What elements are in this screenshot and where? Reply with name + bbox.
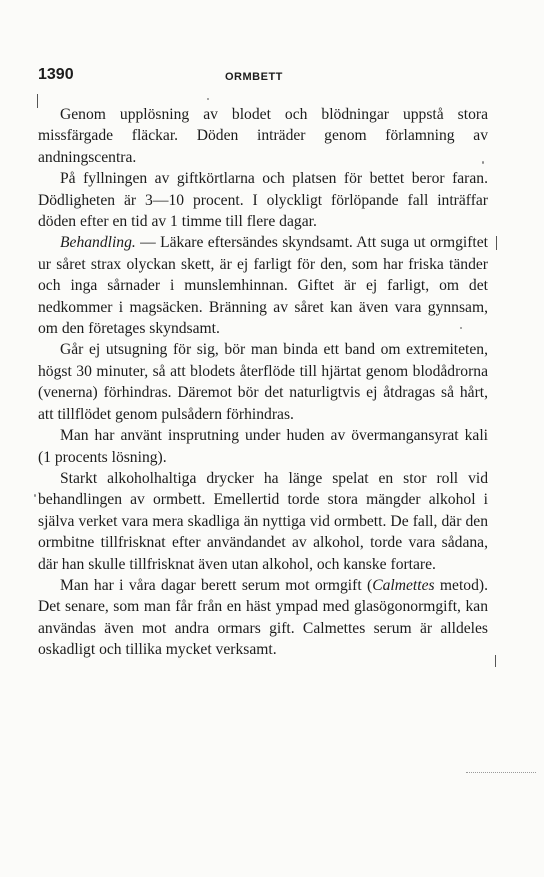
scan-speck	[207, 98, 209, 100]
paragraph: Genom upplösning av blodet och blödningar uppstå stora missfärgade fläckar. Döden inträder genom förlamning av andningscentra.	[38, 106, 488, 166]
scan-dots	[466, 772, 536, 773]
paragraph: Går ej utsugning för sig, bör man binda ett band om extremiteten, högst 30 minuter, så att blodets återflöde till hjärtat genom blodådrorna (venerna) förhindras. Däremot bör det naturligtvis ej åtdragas så hårt, att tillflödet genom pulsådern förhindras.	[38, 341, 488, 423]
body-text	[38, 104, 488, 661]
scan-mark	[496, 236, 497, 250]
section-heading: Behandling.	[60, 234, 136, 252]
paragraph	[38, 575, 488, 661]
running-head: ORMBETT	[225, 71, 283, 83]
scan-speck	[460, 327, 462, 329]
paragraph-text: Man har i våra dagar berett serum mot ormgift (	[60, 576, 373, 594]
scan-mark	[37, 94, 38, 108]
scan-speck	[34, 494, 36, 497]
page-header	[38, 66, 508, 88]
paragraph: Man har använt insprutning under huden av övermangansyrat kali (1 procents lösning).	[38, 427, 488, 466]
paragraph-text: — Läkare eftersändes skyndsamt. Att suga ut ormgiftet ur såret strax olyckan skett, är ej farligt för den, som har friska tänder och inga sårnader i munslemhinnan. Giftet är ej farligt, om det nedkommer i magsäcken. Bränning av såret kan även vara gynnsam, om den företages skyndsamt.	[38, 234, 488, 338]
paragraph	[38, 232, 488, 339]
paragraph: På fyllningen av giftkörtlarna och platsen för bettet beror faran. Dödligheten är 3—10 procent. I olyckligt förlöpande fall inträffar döden efter en tid av 1 timme till flere dagar.	[38, 170, 488, 231]
paragraph: Starkt alkoholhaltiga drycker ha länge spelat en stor roll vid behandlingen av ormbett. Emellertid torde stora mängder alkohol i själva verket vara mera skadliga än nyttiga vid ormbett. De fall, där den ormbitne tillfrisknat efter användandet av alkohol, torde vara sådana, där han skulle tillfrisknat även utan alkohol, och kanske fortare.	[38, 469, 488, 573]
paragraph-text: metod). Det senare, som man får från en häst ympad med glasögonormgift, kan användas även mot andra ormars gift. Calmettes serum är alldeles oskadligt och tillika mycket verksamt.	[38, 576, 488, 659]
scan-speck	[482, 161, 484, 164]
scan-mark	[495, 655, 496, 667]
italic-term: Calmettes	[372, 576, 435, 594]
page-number: 1390	[38, 66, 74, 83]
